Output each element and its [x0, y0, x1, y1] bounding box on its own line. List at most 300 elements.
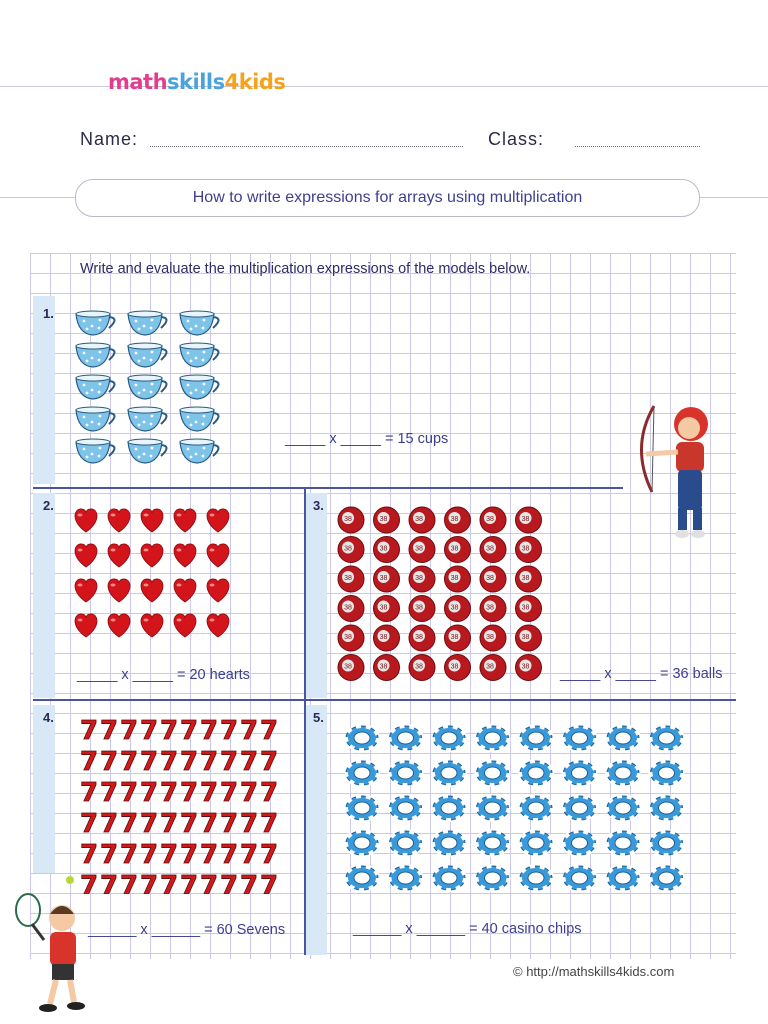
ball-icon	[516, 596, 542, 622]
svg-text:7: 7	[140, 809, 159, 839]
svg-text:7: 7	[160, 840, 179, 870]
svg-text:7: 7	[260, 747, 279, 777]
svg-text:38: 38	[486, 663, 494, 671]
svg-text:7: 7	[180, 717, 199, 746]
svg-text:7: 7	[240, 871, 259, 894]
problem-number-4: 4.	[43, 710, 54, 725]
svg-text:38: 38	[415, 663, 423, 671]
svg-text:7: 7	[140, 871, 159, 894]
svg-text:7: 7	[160, 717, 179, 746]
svg-text:7: 7	[200, 778, 219, 808]
svg-text:7: 7	[120, 778, 139, 808]
separator-1	[33, 487, 623, 489]
seven-icon	[180, 717, 198, 746]
separator-2	[33, 699, 736, 701]
casino-chip-icon	[564, 761, 596, 785]
casino-chip-icon	[607, 831, 639, 855]
svg-text:38: 38	[521, 545, 530, 553]
casino-chip-icon	[346, 831, 378, 855]
svg-text:38: 38	[415, 516, 423, 523]
seven-icon	[180, 840, 198, 870]
svg-text:7: 7	[120, 809, 139, 839]
name-field[interactable]	[150, 146, 463, 147]
class-label: Class:	[488, 129, 545, 149]
casino-chip-icon	[433, 761, 465, 785]
ball-icon	[480, 625, 506, 651]
seven-icon	[140, 747, 158, 777]
seven-icon	[100, 809, 118, 839]
svg-text:7: 7	[260, 809, 279, 839]
seven-icon	[260, 840, 278, 870]
seven-icon	[240, 840, 258, 870]
casino-chip-icon	[607, 761, 639, 785]
seven-icon	[160, 840, 178, 870]
ball-icon	[445, 566, 471, 592]
casino-chip-icon	[346, 796, 378, 820]
heart-icon	[141, 544, 163, 567]
svg-text:7: 7	[140, 717, 159, 746]
ball-icon	[409, 566, 435, 592]
svg-text:7: 7	[220, 871, 239, 894]
svg-text:38: 38	[486, 575, 494, 582]
separator-v2	[304, 700, 306, 955]
ball-icon	[374, 507, 400, 533]
svg-text:7: 7	[100, 717, 119, 746]
svg-text:7: 7	[100, 840, 119, 870]
archer-girl-illustration	[636, 402, 726, 540]
svg-text:38: 38	[344, 604, 352, 612]
heart-icon	[75, 614, 97, 637]
ball-icon	[516, 566, 542, 592]
svg-text:7: 7	[180, 778, 199, 808]
cup-icon	[180, 311, 219, 335]
seven-icon	[100, 871, 118, 894]
expression-4[interactable]: ______ x ______ = 60 Sevens	[88, 922, 286, 938]
margin-strip-5	[305, 705, 327, 955]
svg-text:7: 7	[220, 809, 239, 839]
heart-icon	[174, 579, 196, 602]
seven-icon	[260, 717, 278, 746]
svg-text:7: 7	[200, 809, 219, 839]
cup-icon	[180, 407, 219, 431]
seven-icon	[200, 809, 218, 839]
seven-icon	[160, 717, 178, 746]
svg-text:38: 38	[486, 516, 494, 523]
ball-icon	[338, 655, 364, 681]
svg-text:7: 7	[240, 717, 259, 746]
casino-chip-icon	[477, 761, 509, 785]
svg-text:7: 7	[140, 778, 159, 808]
svg-text:7: 7	[120, 747, 139, 777]
svg-text:38: 38	[344, 634, 352, 641]
seven-icon	[140, 778, 158, 808]
svg-text:7: 7	[100, 778, 119, 808]
svg-text:7: 7	[260, 871, 279, 894]
ball-icon	[516, 537, 542, 563]
cup-icon	[76, 343, 115, 367]
svg-text:38: 38	[344, 575, 352, 582]
seven-icon	[100, 840, 118, 870]
margin-strip-3	[305, 493, 327, 698]
svg-text:38: 38	[344, 516, 352, 523]
seven-icon	[240, 717, 258, 746]
svg-text:7: 7	[120, 717, 139, 746]
heart-icon	[207, 579, 229, 602]
svg-text:7: 7	[260, 717, 279, 746]
ball-icon	[374, 566, 400, 592]
svg-text:7: 7	[240, 747, 259, 777]
svg-text:38: 38	[521, 604, 530, 612]
margin-strip-2	[33, 493, 55, 698]
cup-icon	[128, 375, 167, 399]
ball-icon	[445, 507, 471, 533]
cup-icon	[128, 343, 167, 367]
ball-icon	[480, 537, 506, 563]
ball-icon	[338, 596, 364, 622]
casino-chip-icon	[477, 866, 509, 890]
cup-icon	[180, 375, 219, 399]
svg-text:38: 38	[521, 634, 530, 641]
cup-icon	[76, 375, 115, 399]
ball-icon	[480, 596, 506, 622]
casino-chip-icon	[433, 866, 465, 890]
svg-text:7: 7	[100, 871, 119, 894]
svg-text:38: 38	[450, 604, 459, 612]
svg-text:38: 38	[379, 634, 388, 641]
heart-icon	[108, 614, 130, 637]
seven-icon	[120, 717, 138, 746]
ball-icon	[480, 566, 506, 592]
seven-icon	[140, 840, 158, 870]
svg-text:7: 7	[80, 871, 99, 894]
seven-icon	[260, 778, 278, 808]
seven-icon	[220, 840, 238, 870]
casino-chip-icon	[520, 761, 552, 785]
footer-copyright[interactable]: © http://mathskills4kids.com	[513, 964, 675, 979]
ball-icon	[445, 537, 471, 563]
name-label: Name:	[80, 129, 139, 149]
seven-icon	[220, 809, 238, 839]
heart-icon	[141, 614, 163, 637]
ball-icon	[338, 625, 364, 651]
seven-icon	[80, 747, 98, 777]
problem-number-5: 5.	[313, 710, 324, 725]
ball-icon	[409, 537, 435, 563]
seven-icon	[160, 747, 178, 777]
margin-strip-1	[33, 296, 55, 484]
casino-chip-icon	[564, 796, 596, 820]
heart-icon	[108, 544, 130, 567]
seven-icon	[100, 747, 118, 777]
svg-text:38: 38	[450, 575, 459, 582]
seven-icon	[240, 747, 258, 777]
seven-icon	[260, 809, 278, 839]
seven-icon	[120, 809, 138, 839]
svg-text:7: 7	[260, 778, 279, 808]
svg-text:38: 38	[521, 516, 530, 523]
svg-text:38: 38	[379, 663, 388, 671]
casino-chip-icon	[651, 726, 683, 750]
svg-text:7: 7	[200, 840, 219, 870]
seven-icon	[200, 840, 218, 870]
seven-icon	[180, 809, 198, 839]
svg-text:38: 38	[379, 545, 388, 553]
worksheet-title: How to write expressions for arrays using multiplication	[75, 179, 700, 217]
ball-icon	[409, 596, 435, 622]
svg-text:7: 7	[140, 840, 159, 870]
cup-icon	[76, 439, 115, 463]
seven-icon	[180, 778, 198, 808]
seven-icon	[220, 717, 238, 746]
seven-icon	[100, 778, 118, 808]
casino-chip-icon	[433, 831, 465, 855]
casino-chip-icon	[651, 866, 683, 890]
svg-text:38: 38	[379, 516, 388, 523]
ball-icon	[374, 625, 400, 651]
heart-icon	[108, 579, 130, 602]
seven-icon	[240, 809, 258, 839]
svg-text:7: 7	[220, 840, 239, 870]
svg-text:38: 38	[415, 545, 423, 553]
cup-icon	[128, 407, 167, 431]
cup-array	[72, 308, 232, 473]
casino-chip-icon	[651, 831, 683, 855]
header-rule-mid-right	[699, 197, 768, 198]
header-rule-mid	[0, 197, 75, 198]
casino-chip-icon	[390, 796, 422, 820]
svg-text:38: 38	[450, 516, 459, 523]
seven-icon	[80, 840, 98, 870]
ball-icon	[445, 655, 471, 681]
svg-text:38: 38	[486, 634, 494, 641]
instructions: Write and evaluate the multiplication expressions of the models below.	[80, 261, 531, 277]
svg-text:7: 7	[200, 871, 219, 894]
casino-chip-icon	[607, 866, 639, 890]
seven-icon	[220, 747, 238, 777]
svg-text:7: 7	[260, 840, 279, 870]
seven-icon	[200, 871, 218, 894]
seven-icon	[260, 747, 278, 777]
svg-text:38: 38	[344, 545, 352, 553]
casino-chip-icon	[477, 726, 509, 750]
seven-icon	[240, 778, 258, 808]
svg-text:38: 38	[450, 634, 459, 641]
casino-chip-icon	[520, 726, 552, 750]
seven-icon	[80, 778, 98, 808]
ball-icon	[480, 507, 506, 533]
svg-text:7: 7	[100, 747, 119, 777]
casino-chip-icon	[564, 831, 596, 855]
seven-icon	[240, 871, 258, 894]
svg-text:38: 38	[486, 604, 494, 612]
casino-chip-icon	[477, 796, 509, 820]
ball-icon	[374, 596, 400, 622]
svg-text:38: 38	[415, 634, 423, 641]
casino-chip-icon	[477, 831, 509, 855]
svg-text:38: 38	[415, 575, 423, 582]
heart-icon	[75, 579, 97, 602]
svg-text:7: 7	[80, 840, 99, 870]
seven-icon	[200, 717, 218, 746]
seven-icon	[120, 871, 138, 894]
expression-5[interactable]: ______ x ______ = 40 casino chips	[353, 921, 582, 937]
cup-icon	[76, 407, 115, 431]
ball-icon	[338, 566, 364, 592]
svg-text:7: 7	[160, 747, 179, 777]
ball-icon	[338, 537, 364, 563]
ball-icon	[409, 507, 435, 533]
casino-chip-icon	[390, 831, 422, 855]
separator-v1	[304, 488, 306, 699]
svg-text:7: 7	[200, 747, 219, 777]
svg-text:7: 7	[140, 747, 159, 777]
heart-icon	[108, 509, 130, 532]
expression-3[interactable]: _____ x _____ = 36 balls	[560, 666, 723, 682]
casino-chip-icon	[390, 726, 422, 750]
seven-icon	[160, 809, 178, 839]
casino-chip-icon	[520, 866, 552, 890]
svg-text:7: 7	[180, 809, 199, 839]
seven-icon	[200, 778, 218, 808]
casino-chip-icon	[346, 726, 378, 750]
seven-icon	[120, 747, 138, 777]
casino-chip-icon	[520, 796, 552, 820]
svg-text:38: 38	[415, 604, 423, 612]
casino-chip-icon	[390, 761, 422, 785]
svg-text:7: 7	[160, 871, 179, 894]
class-field[interactable]	[575, 146, 700, 147]
seven-icon	[100, 717, 118, 746]
svg-text:38: 38	[450, 663, 459, 671]
svg-text:7: 7	[240, 840, 259, 870]
svg-text:38: 38	[521, 663, 530, 671]
ball-icon	[480, 655, 506, 681]
ball-icon	[445, 625, 471, 651]
seven-icon	[80, 809, 98, 839]
svg-text:7: 7	[220, 717, 239, 746]
svg-text:7: 7	[120, 871, 139, 894]
cup-icon	[180, 343, 219, 367]
ball-icon	[445, 596, 471, 622]
svg-text:7: 7	[220, 778, 239, 808]
svg-text:7: 7	[160, 778, 179, 808]
casino-chip-icon	[651, 761, 683, 785]
cup-icon	[128, 311, 167, 335]
ball-icon	[409, 655, 435, 681]
svg-text:7: 7	[80, 717, 99, 746]
seven-icon	[120, 778, 138, 808]
heart-icon	[174, 509, 196, 532]
heart-icon	[75, 544, 97, 567]
casino-chip-icon	[564, 866, 596, 890]
seven-icon	[180, 747, 198, 777]
heart-icon	[207, 614, 229, 637]
seven-icon	[220, 871, 238, 894]
ball-icon	[516, 625, 542, 651]
cup-icon	[180, 439, 219, 463]
casino-chip-icon	[433, 726, 465, 750]
casino-chip-icon	[564, 726, 596, 750]
heart-icon	[141, 509, 163, 532]
ball-icon	[374, 655, 400, 681]
svg-text:7: 7	[120, 840, 139, 870]
heart-icon	[174, 614, 196, 637]
svg-text:7: 7	[200, 717, 219, 746]
casino-chip-icon	[607, 796, 639, 820]
chip-array	[345, 722, 700, 902]
tennis-boy-illustration	[10, 872, 95, 1017]
seven-icon	[160, 778, 178, 808]
heart-icon	[141, 579, 163, 602]
svg-text:38: 38	[521, 575, 530, 582]
cup-icon	[128, 439, 167, 463]
svg-text:38: 38	[486, 545, 494, 553]
seven-array	[78, 717, 288, 894]
svg-text:7: 7	[180, 871, 199, 894]
svg-text:7: 7	[240, 778, 259, 808]
margin-strip-4	[33, 705, 55, 873]
heart-icon	[207, 544, 229, 567]
casino-chip-icon	[607, 726, 639, 750]
expression-1[interactable]: _____ x _____ = 15 cups	[285, 431, 449, 447]
ball-icon	[374, 537, 400, 563]
seven-icon	[200, 747, 218, 777]
svg-text:7: 7	[80, 778, 99, 808]
ball-array	[336, 505, 551, 685]
seven-icon	[260, 871, 278, 894]
svg-text:38: 38	[379, 575, 388, 582]
svg-text:7: 7	[80, 809, 99, 839]
casino-chip-icon	[433, 796, 465, 820]
svg-text:7: 7	[100, 809, 119, 839]
seven-icon	[180, 871, 198, 894]
ball-icon	[409, 625, 435, 651]
svg-text:7: 7	[240, 809, 259, 839]
svg-text:7: 7	[160, 809, 179, 839]
problem-number-3: 3.	[313, 498, 324, 513]
seven-icon	[140, 871, 158, 894]
seven-icon	[140, 809, 158, 839]
heart-icon	[75, 509, 97, 532]
svg-text:7: 7	[220, 747, 239, 777]
casino-chip-icon	[346, 761, 378, 785]
heart-icon	[174, 544, 196, 567]
casino-chip-icon	[651, 796, 683, 820]
seven-icon	[80, 717, 98, 746]
cup-icon	[76, 311, 115, 335]
problem-number-1: 1.	[43, 306, 54, 321]
seven-icon	[120, 840, 138, 870]
svg-text:7: 7	[180, 840, 199, 870]
casino-chip-icon	[346, 866, 378, 890]
casino-chip-icon	[390, 866, 422, 890]
svg-text:38: 38	[344, 663, 352, 671]
svg-text:38: 38	[450, 545, 459, 553]
seven-icon	[140, 717, 158, 746]
svg-text:7: 7	[80, 747, 99, 777]
seven-icon	[220, 778, 238, 808]
svg-text:38: 38	[379, 604, 388, 612]
heart-icon	[207, 509, 229, 532]
casino-chip-icon	[520, 831, 552, 855]
svg-text:7: 7	[180, 747, 199, 777]
logo: mathskills4kids	[108, 70, 286, 94]
ball-icon	[338, 507, 364, 533]
seven-icon	[160, 871, 178, 894]
heart-array	[72, 506, 242, 641]
expression-2[interactable]: _____ x _____ = 20 hearts	[77, 667, 250, 683]
problem-number-2: 2.	[43, 498, 54, 513]
